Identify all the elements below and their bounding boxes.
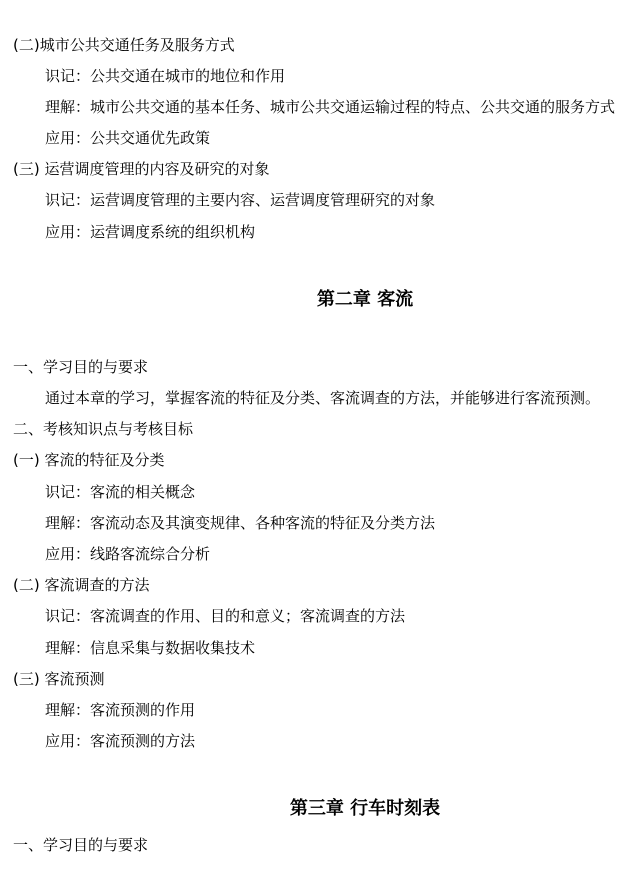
recall-item: 识记：运营调度管理的主要内容、运营调度管理研究的对象 [45,191,436,209]
chapter-3-title: 第三章 行车时刻表 [289,798,441,819]
objectives-heading: 一、学习目的与要求 [13,358,149,376]
objectives-text: 通过本章的学习，掌握客流的特征及分类、客流调查的方法，并能够进行客流预测。 [45,389,601,407]
recall-item: 识记：公共交通在城市的地位和作用 [45,67,286,85]
understand-item: 理解：客流预测的作用 [45,701,196,719]
subsection-title: (三) 客流预测 [13,670,105,688]
subsection-title: (一) 客流的特征及分类 [13,451,165,469]
understand-item: 理解：城市公共交通的基本任务、城市公共交通运输过程的特点、公共交通的服务方式 [45,98,616,116]
section-title: (三) 运营调度管理的内容及研究的对象 [13,160,270,178]
understand-item: 理解：信息采集与数据收集技术 [45,639,256,657]
apply-item: 应用：公共交通优先政策 [45,129,211,147]
understand-item: 理解：客流动态及其演变规律、各种客流的特征及分类方法 [45,514,436,532]
recall-item: 识记：客流调查的作用、目的和意义；客流调查的方法 [45,607,406,625]
subsection-title: (二) 客流调查的方法 [13,576,150,594]
apply-item: 应用：运营调度系统的组织机构 [45,223,256,241]
section-title: (二)城市公共交通任务及服务方式 [13,36,235,54]
objectives-heading: 一、学习目的与要求 [13,836,149,854]
recall-item: 识记：客流的相关概念 [45,483,196,501]
apply-item: 应用：线路客流综合分析 [45,545,211,563]
assessment-heading: 二、考核知识点与考核目标 [13,420,194,438]
chapter-2-title: 第二章 客流 [316,289,414,310]
apply-item: 应用：客流预测的方法 [45,732,196,750]
